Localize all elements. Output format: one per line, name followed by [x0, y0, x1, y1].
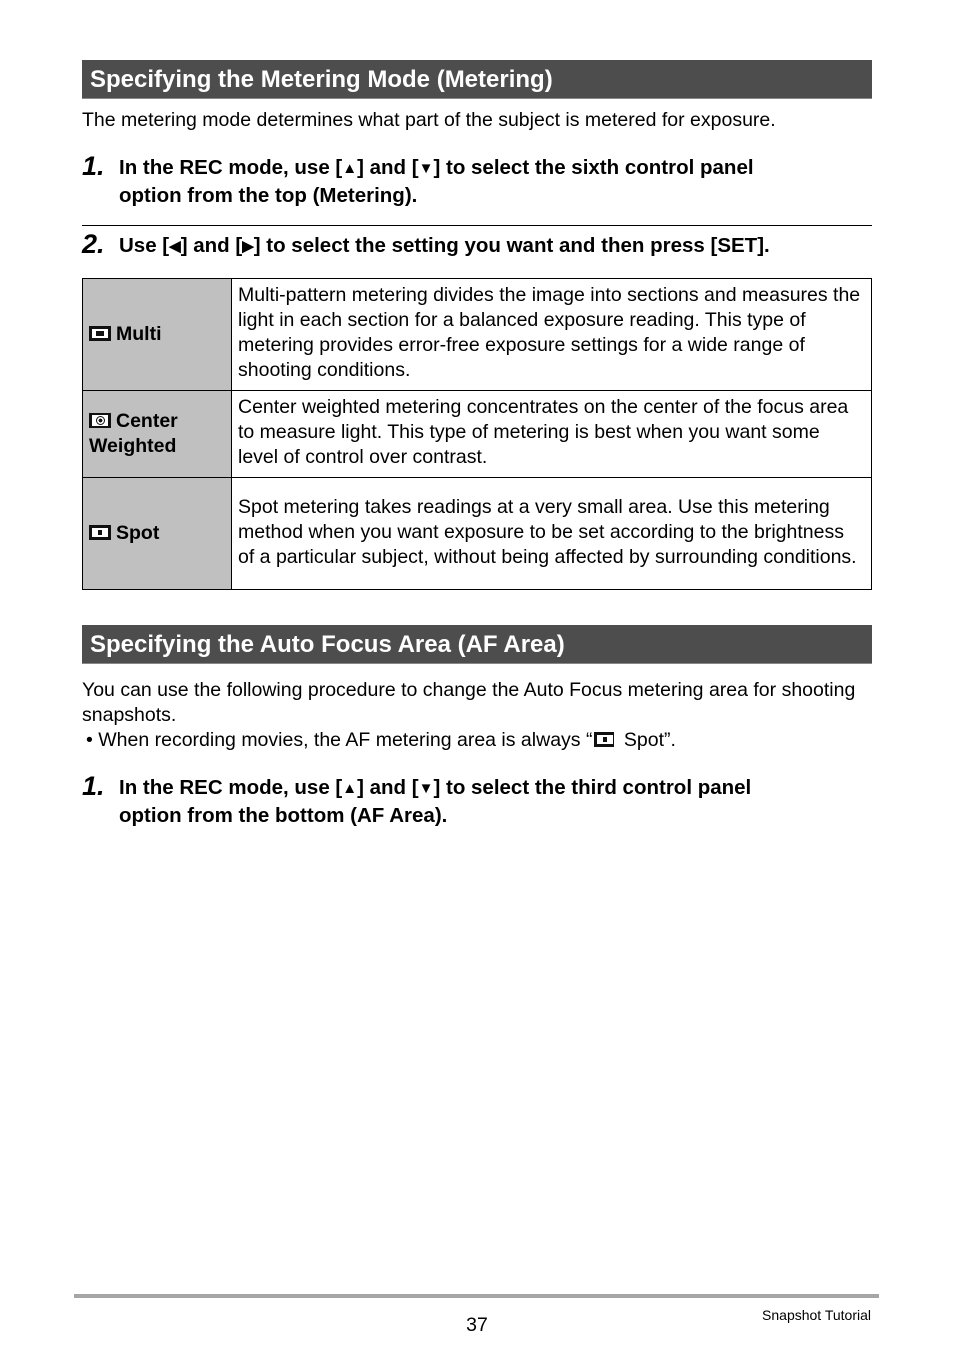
- table-row: [83, 478, 872, 590]
- option-label: Multi: [116, 323, 162, 345]
- step-text-part: option from the top (Metering).: [119, 184, 418, 207]
- up-arrow-icon: ▲: [342, 160, 358, 177]
- note-text: Spot”.: [618, 729, 676, 751]
- spot-metering-icon: [594, 732, 614, 747]
- step-number: 1.: [82, 771, 105, 801]
- right-arrow-icon: ▶: [242, 238, 254, 255]
- footer-section-label: Snapshot Tutorial: [762, 1307, 871, 1323]
- option-cell: [83, 478, 232, 590]
- step-text: [119, 154, 871, 209]
- center-weighted-metering-icon: [89, 413, 111, 428]
- step-number: 2.: [82, 229, 105, 259]
- af-area-note: [86, 728, 876, 753]
- left-arrow-icon: ◀: [169, 238, 181, 255]
- option-description: Spot metering takes readings at a very small area. Use this metering method when you want exposure to be set according to the brightness of a particular subject, without being affected by surrounding conditions.: [232, 478, 872, 590]
- option-cell: [83, 391, 232, 478]
- step-text-part: ] and [: [357, 776, 419, 799]
- step-text-part: ] to select the setting you want and then press [SET].: [253, 234, 770, 257]
- option-description: Multi-pattern metering divides the image into sections and measures the light in each section for a balanced exposure reading. This type of metering provides error-free exposure settings for a wide range of shooting conditions.: [232, 279, 872, 391]
- step-text-part: ] to select the third control panel: [433, 776, 752, 799]
- step-text-part: ] and [: [357, 156, 419, 179]
- section-heading-metering: Specifying the Metering Mode (Metering): [82, 60, 872, 99]
- table-row: [83, 279, 872, 391]
- note-text: • When recording movies, the AF metering area is always “: [86, 729, 593, 751]
- metering-intro: The metering mode determines what part of the subject is metered for exposure.: [82, 109, 776, 131]
- option-description: Center weighted metering concentrates on the center of the focus area to measure light. This type of metering is best when you want some level of control over contrast.: [232, 391, 872, 478]
- step-text: [119, 774, 871, 829]
- footer-divider: [74, 1294, 879, 1298]
- option-label: Center Weighted: [89, 410, 178, 457]
- spot-metering-icon: [89, 525, 111, 540]
- step-text-part: option from the bottom (AF Area).: [119, 804, 448, 827]
- af-area-intro: You can use the following procedure to change the Auto Focus metering area for shooting snapshots.: [82, 679, 856, 726]
- option-cell: [83, 279, 232, 391]
- step-text-part: In the REC mode, use [: [119, 776, 343, 799]
- metering-options-table: [82, 278, 872, 590]
- step-text-part: In the REC mode, use [: [119, 156, 343, 179]
- step-number: 1.: [82, 151, 105, 181]
- step-text-part: Use [: [119, 234, 170, 257]
- table-row: [83, 391, 872, 478]
- option-label: Spot: [116, 522, 160, 544]
- down-arrow-icon: ▼: [418, 780, 434, 797]
- section-heading-af-area: Specifying the Auto Focus Area (AF Area): [82, 625, 872, 664]
- step-text-part: ] to select the sixth control panel: [433, 156, 754, 179]
- step-text: [119, 232, 871, 260]
- step-text-part: ] and [: [180, 234, 243, 257]
- up-arrow-icon: ▲: [342, 780, 358, 797]
- step-divider: [82, 225, 872, 226]
- page-number: 37: [466, 1314, 488, 1336]
- multi-metering-icon: [89, 326, 111, 341]
- down-arrow-icon: ▼: [418, 160, 434, 177]
